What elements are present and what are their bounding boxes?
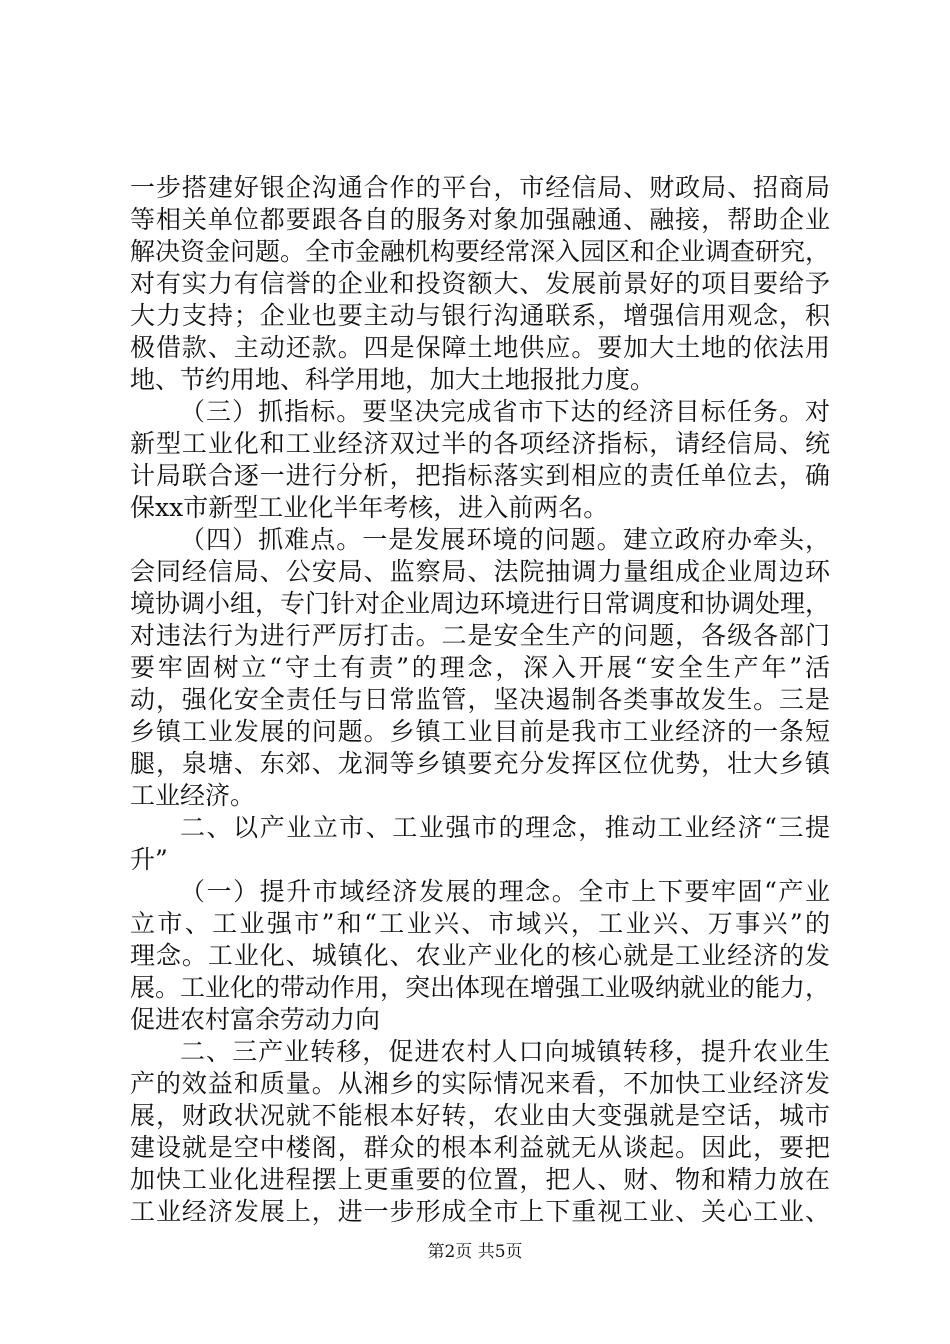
text-line: 加快工业化进程摆上更重要的位置，把人、财、物和精力放在 [130,1165,830,1194]
text-line: 一步搭建好银企沟通合作的平台，市经信局、财政局、招商局 [130,173,830,202]
text-line: （三）抓指标。要坚决完成省市下达的经济目标任务。对 [180,397,830,426]
text-line: 计局联合逐一进行分析，把指标落实到相应的责任单位去，确 [130,461,830,490]
text-line: 工业经济发展上，进一步形成全市上下重视工业、关心工业、 [130,1197,830,1226]
text-line: 工业经济。 [130,781,256,810]
page-number-footer: 第2页 共5页 [427,1242,523,1262]
text-line: 立市、工业强市”和“工业兴、市域兴，工业兴、万事兴”的 [130,909,830,938]
text-line: 展。工业化的带动作用，突出体现在增强工业吸纳就业的能力， [130,973,831,1002]
text-line: 大力支持；企业也要主动与银行沟通联系，增强信用观念，积 [130,301,830,330]
text-line: （四）抓难点。一是发展环境的问题。建立政府办牵头， [180,525,830,554]
text-line: 二、三产业转移，促进农村人口向城镇转移，提升农业生 [180,1037,830,1066]
text-line: 建设就是空中楼阁，群众的根本利益就无从谈起。因此，要把 [130,1133,830,1162]
text-line: 动，强化安全责任与日常监管，坚决遏制各类事故发生。三是 [130,685,830,714]
body-text [130,172,830,1228]
text-line: 促进农村富余劳动力向 [130,1005,381,1034]
text-line: 乡镇工业发展的问题。乡镇工业目前是我市工业经济的一条短 [130,717,830,746]
text-line: 展，财政状况就不能根本好转，农业由大变强就是空话，城市 [130,1101,830,1130]
text-line: 理念。工业化、城镇化、农业产业化的核心就是工业经济的发 [130,941,830,970]
text-line: 对有实力有信誉的企业和投资额大、发展前景好的项目要给予 [130,269,830,298]
text-line: 保xx市新型工业化半年考核，进入前两名。 [130,493,609,522]
text-line: 会同经信局、公安局、监察局、法院抽调力量组成企业周边环 [130,557,830,586]
text-line: （一）提升市域经济发展的理念。全市上下要牢固“产业 [180,877,830,906]
text-line: 地、节约用地、科学用地，加大土地报批力度。 [130,365,656,394]
text-line: 极借款、主动还款。四是保障土地供应。要加大土地的依法用 [130,333,830,362]
text-line: 产的效益和质量。从湘乡的实际情况来看，不加快工业经济发 [130,1069,830,1098]
text-line: 要牢固树立“守土有责”的理念，深入开展“安全生产年”活 [130,653,830,682]
text-line: 等相关单位都要跟各自的服务对象加强融通、融接，帮助企业 [130,205,830,234]
section-heading: 升” [130,845,168,874]
section-heading: 二、以产业立市、工业强市的理念，推动工业经济“三提 [180,813,830,842]
text-line: 腿，泉塘、东郊、龙洞等乡镇要充分发挥区位优势，壮大乡镇 [130,749,830,778]
text-line: 解决资金问题。全市金融机构要经常深入园区和企业调查研究， [130,237,831,266]
text-line: 对违法行为进行严厉打击。二是安全生产的问题，各级各部门 [130,621,830,650]
text-line: 境协调小组，专门针对企业周边环境进行日常调度和协调处理， [130,589,831,618]
text-line: 新型工业化和工业经济双过半的各项经济指标，请经信局、统 [130,429,830,458]
